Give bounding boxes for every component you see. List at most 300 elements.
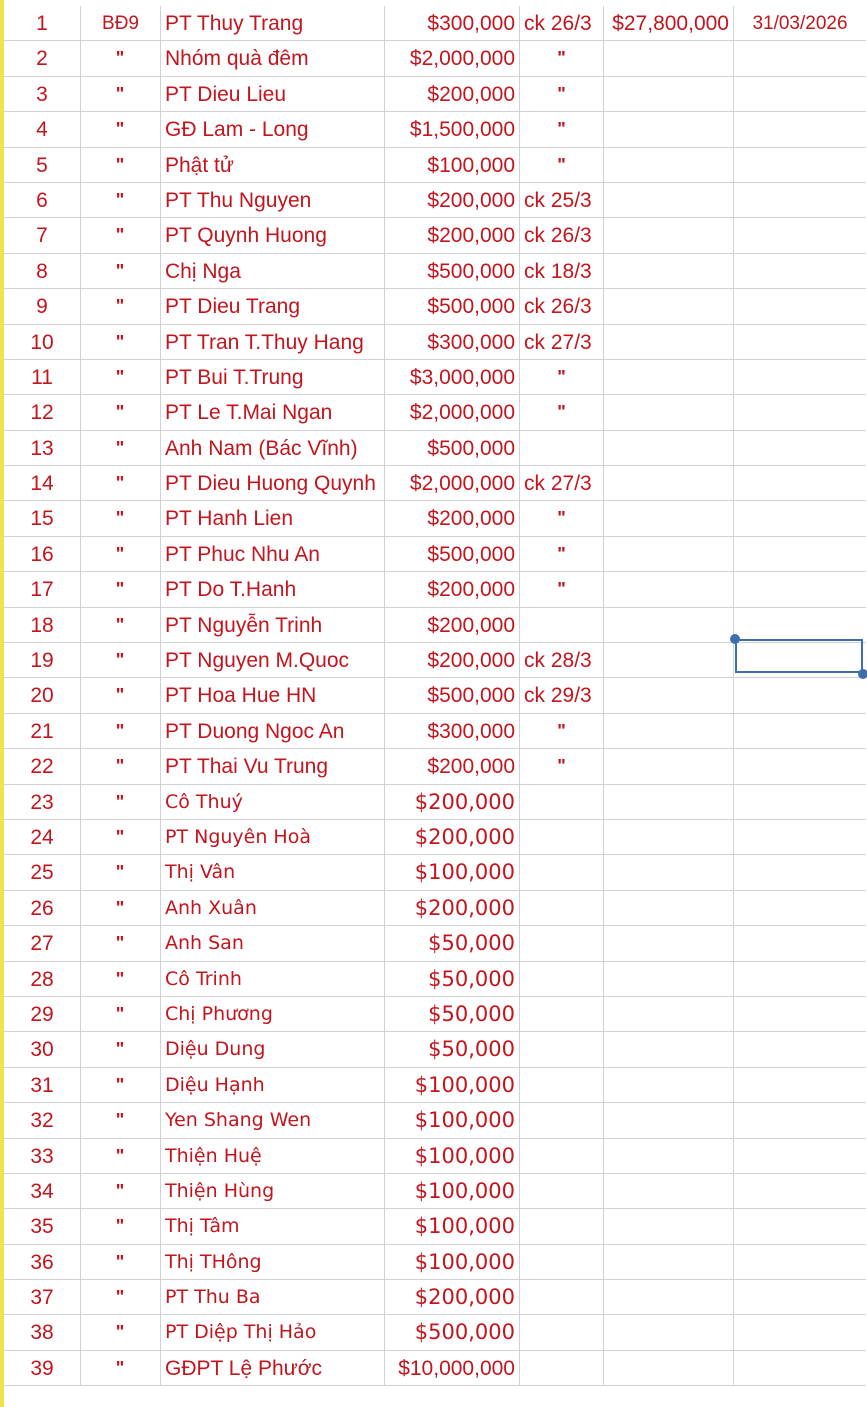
cell-date[interactable] (734, 714, 866, 748)
cell-date[interactable] (734, 1068, 866, 1102)
cell-date[interactable] (734, 891, 866, 925)
cell-transfer-note[interactable]: ck 27/3 (520, 325, 604, 359)
table-row (4, 1315, 866, 1350)
cell-donor-name[interactable]: PT Duong Ngoc An (161, 714, 385, 748)
cell-transfer-note[interactable]: ck 26/3 (520, 6, 604, 40)
cell-amount[interactable]: $1,500,000 (385, 112, 520, 146)
cell-donor-name[interactable]: Thị Vân (161, 855, 385, 889)
cell-amount[interactable]: $200,000 (385, 1280, 520, 1314)
cell-row-number[interactable]: 14 (4, 466, 81, 500)
table-row (4, 183, 866, 218)
cell-group[interactable]: " (81, 962, 161, 996)
cell-group[interactable]: " (81, 360, 161, 394)
cell-group[interactable]: " (81, 749, 161, 783)
cell-date[interactable] (734, 77, 866, 111)
table-row (4, 749, 866, 784)
cell-total[interactable] (604, 360, 734, 394)
cell-date[interactable] (734, 537, 866, 571)
table-row (4, 1245, 866, 1280)
cell-total[interactable]: $27,800,000 (604, 6, 734, 40)
cell-date[interactable] (734, 785, 866, 819)
cell-row-number[interactable]: 19 (4, 643, 81, 677)
table-row (4, 891, 866, 926)
cell-row-number[interactable]: 37 (4, 1280, 81, 1314)
cell-donor-name[interactable]: PT Dieu Lieu (161, 77, 385, 111)
cell-total[interactable] (604, 572, 734, 606)
cell-total[interactable] (604, 1139, 734, 1173)
cell-amount[interactable]: $200,000 (385, 785, 520, 819)
cell-total[interactable] (604, 466, 734, 500)
cell-total[interactable] (604, 183, 734, 217)
cell-date[interactable] (734, 572, 866, 606)
selected-cell[interactable] (735, 639, 863, 673)
cell-transfer-note[interactable]: " (520, 77, 604, 111)
cell-date[interactable] (734, 749, 866, 783)
cell-donor-name[interactable]: Nhóm quà đêm (161, 41, 385, 75)
cell-group[interactable]: " (81, 1174, 161, 1208)
cell-donor-name[interactable]: Anh San (161, 926, 385, 960)
cell-total[interactable] (604, 254, 734, 288)
cell-date[interactable] (734, 289, 866, 323)
cell-date[interactable] (734, 1351, 866, 1385)
cell-amount[interactable]: $50,000 (385, 926, 520, 960)
table-row (4, 41, 866, 76)
cell-total[interactable] (604, 289, 734, 323)
cell-row-number[interactable]: 2 (4, 41, 81, 75)
cell-transfer-note[interactable]: " (520, 749, 604, 783)
table-row (4, 148, 866, 183)
cell-amount[interactable]: $500,000 (385, 289, 520, 323)
cell-row-number[interactable]: 3 (4, 77, 81, 111)
cell-date[interactable] (734, 1209, 866, 1243)
cell-transfer-note[interactable] (520, 1245, 604, 1279)
cell-row-number[interactable]: 30 (4, 1032, 81, 1066)
cell-group[interactable]: " (81, 537, 161, 571)
cell-group[interactable]: " (81, 1139, 161, 1173)
table-row (4, 218, 866, 253)
cell-transfer-note[interactable] (520, 997, 604, 1031)
cell-amount[interactable]: $200,000 (385, 183, 520, 217)
cell-row-number[interactable]: 9 (4, 289, 81, 323)
cell-donor-name[interactable]: Cô Trinh (161, 962, 385, 996)
cell-group[interactable]: " (81, 1068, 161, 1102)
cell-amount[interactable]: $300,000 (385, 714, 520, 748)
cell-donor-name[interactable]: PT Thuy Trang (161, 6, 385, 40)
cell-date[interactable] (734, 395, 866, 429)
cell-row-number[interactable]: 35 (4, 1209, 81, 1243)
cell-date[interactable]: 31/03/2026 (752, 13, 848, 34)
cell-date[interactable] (734, 1103, 866, 1137)
cell-donor-name[interactable]: Anh Xuân (161, 891, 385, 925)
cell-row-number[interactable]: 4 (4, 112, 81, 146)
cell-amount[interactable]: $2,000,000 (385, 395, 520, 429)
table-row (4, 1103, 866, 1138)
cell-group[interactable]: " (81, 1103, 161, 1137)
cell-transfer-note[interactable]: " (520, 501, 604, 535)
cell-group[interactable]: " (81, 785, 161, 819)
cell-date[interactable] (734, 501, 866, 535)
table-row (4, 785, 866, 820)
cell-total[interactable] (604, 678, 734, 712)
cell-total[interactable] (604, 714, 734, 748)
cell-row-number[interactable]: 1 (4, 6, 81, 40)
cell-total[interactable] (604, 1280, 734, 1314)
cell-amount[interactable]: $50,000 (385, 962, 520, 996)
cell-transfer-note[interactable]: " (520, 572, 604, 606)
cell-donor-name[interactable]: PT Phuc Nhu An (161, 537, 385, 571)
cell-total[interactable] (604, 608, 734, 642)
cell-total[interactable] (604, 537, 734, 571)
cell-row-number[interactable]: 18 (4, 608, 81, 642)
cell-date[interactable] (734, 820, 866, 854)
cell-date[interactable] (734, 855, 866, 889)
cell-transfer-note[interactable]: " (520, 714, 604, 748)
cell-transfer-note[interactable]: ck 29/3 (520, 678, 604, 712)
cell-total[interactable] (604, 325, 734, 359)
cell-donor-name[interactable]: Cô Thuý (161, 785, 385, 819)
cell-amount[interactable]: $500,000 (385, 254, 520, 288)
cell-amount[interactable]: $200,000 (385, 891, 520, 925)
cell-donor-name[interactable]: PT Thu Nguyen (161, 183, 385, 217)
cell-group[interactable]: " (81, 643, 161, 677)
cell-amount[interactable]: $100,000 (385, 1245, 520, 1279)
cell-row-number[interactable]: 15 (4, 501, 81, 535)
cell-amount[interactable]: $200,000 (385, 572, 520, 606)
cell-row-number[interactable]: 8 (4, 254, 81, 288)
cell-row-number[interactable]: 5 (4, 148, 81, 182)
cell-total[interactable] (604, 1103, 734, 1137)
cell-transfer-note[interactable]: " (520, 148, 604, 182)
table-row (4, 395, 866, 430)
cell-date[interactable] (734, 431, 866, 465)
selection-handle-top-left[interactable] (730, 634, 740, 644)
cell-amount[interactable]: $100,000 (385, 148, 520, 182)
cell-donor-name[interactable]: GĐ Lam - Long (161, 112, 385, 146)
cell-transfer-note[interactable] (520, 1280, 604, 1314)
cell-transfer-note[interactable] (520, 962, 604, 996)
cell-group[interactable]: " (81, 112, 161, 146)
cell-transfer-note[interactable]: ck 27/3 (520, 466, 604, 500)
cell-transfer-note[interactable] (520, 855, 604, 889)
cell-row-number[interactable]: 34 (4, 1174, 81, 1208)
cell-row-number[interactable]: 33 (4, 1139, 81, 1173)
cell-donor-name[interactable]: GĐPT Lệ Phước (161, 1351, 385, 1385)
cell-donor-name[interactable]: PT Nguyen M.Quoc (161, 643, 385, 677)
cell-group[interactable]: " (81, 1315, 161, 1349)
cell-donor-name[interactable]: Thị Tâm (161, 1209, 385, 1243)
cell-date[interactable] (734, 218, 866, 252)
cell-group[interactable]: " (81, 1351, 161, 1385)
cell-row-number[interactable]: 6 (4, 183, 81, 217)
cell-date[interactable] (734, 997, 866, 1031)
cell-donor-name[interactable]: Thiện Huệ (161, 1139, 385, 1173)
table-row (4, 855, 866, 890)
cell-date[interactable] (734, 254, 866, 288)
cell-transfer-note[interactable]: ck 26/3 (520, 218, 604, 252)
cell-group[interactable]: " (81, 608, 161, 642)
cell-transfer-note[interactable]: " (520, 41, 604, 75)
cell-group[interactable]: " (81, 714, 161, 748)
cell-amount[interactable]: $100,000 (385, 855, 520, 889)
cell-amount[interactable]: $300,000 (385, 325, 520, 359)
cell-group[interactable]: " (81, 254, 161, 288)
cell-total[interactable] (604, 1209, 734, 1243)
cell-date[interactable] (734, 1245, 866, 1279)
cell-group[interactable]: " (81, 325, 161, 359)
cell-amount[interactable]: $100,000 (385, 1209, 520, 1243)
cell-group[interactable]: " (81, 395, 161, 429)
cell-transfer-note[interactable] (520, 926, 604, 960)
cell-total[interactable] (604, 1174, 734, 1208)
cell-amount[interactable]: $500,000 (385, 431, 520, 465)
table-row (4, 820, 866, 855)
cell-group[interactable]: " (81, 501, 161, 535)
cell-row-number[interactable]: 13 (4, 431, 81, 465)
cell-amount[interactable]: $100,000 (385, 1174, 520, 1208)
cell-total[interactable] (604, 1351, 734, 1385)
cell-row-number[interactable]: 25 (4, 855, 81, 889)
cell-row-number[interactable]: 11 (4, 360, 81, 394)
cell-row-number[interactable]: 7 (4, 218, 81, 252)
cell-transfer-note[interactable] (520, 431, 604, 465)
cell-date[interactable] (734, 325, 866, 359)
cell-group[interactable]: " (81, 855, 161, 889)
cell-total[interactable] (604, 785, 734, 819)
cell-group[interactable]: " (81, 41, 161, 75)
cell-group[interactable]: " (81, 466, 161, 500)
cell-amount[interactable]: $2,000,000 (385, 41, 520, 75)
cell-transfer-note[interactable] (520, 785, 604, 819)
cell-transfer-note[interactable] (520, 608, 604, 642)
cell-amount[interactable]: $10,000,000 (385, 1351, 520, 1385)
cell-transfer-note[interactable]: ck 26/3 (520, 289, 604, 323)
table-row (4, 1209, 866, 1244)
cell-date[interactable] (734, 1139, 866, 1173)
cell-group[interactable]: " (81, 926, 161, 960)
cell-donor-name[interactable]: Phật tử (161, 148, 385, 182)
cell-total[interactable] (604, 1032, 734, 1066)
cell-amount[interactable]: $200,000 (385, 218, 520, 252)
cell-group[interactable]: " (81, 289, 161, 323)
cell-total[interactable] (604, 855, 734, 889)
cell-total[interactable] (604, 218, 734, 252)
cell-row-number[interactable]: 38 (4, 1315, 81, 1349)
table-row (4, 325, 866, 360)
cell-total[interactable] (604, 501, 734, 535)
cell-donor-name[interactable]: PT Thu Ba (161, 1280, 385, 1314)
cell-amount[interactable]: $2,000,000 (385, 466, 520, 500)
cell-total[interactable] (604, 820, 734, 854)
cell-amount[interactable]: $300,000 (385, 6, 520, 40)
cell-transfer-note[interactable]: " (520, 112, 604, 146)
cell-transfer-note[interactable]: ck 28/3 (520, 643, 604, 677)
cell-donor-name[interactable]: PT Dieu Trang (161, 289, 385, 323)
cell-donor-name[interactable]: Thị THông (161, 1245, 385, 1279)
cell-donor-name[interactable]: PT Nguyên Hoà (161, 820, 385, 854)
cell-donor-name[interactable]: PT Hanh Lien (161, 501, 385, 535)
cell-date[interactable] (734, 1280, 866, 1314)
cell-amount[interactable]: $100,000 (385, 1139, 520, 1173)
cell-date[interactable] (734, 1174, 866, 1208)
cell-group[interactable]: " (81, 218, 161, 252)
cell-total[interactable] (604, 643, 734, 677)
cell-transfer-note[interactable]: ck 25/3 (520, 183, 604, 217)
cell-transfer-note[interactable]: " (520, 360, 604, 394)
cell-group[interactable]: " (81, 678, 161, 712)
table-row (4, 1032, 866, 1067)
cell-total[interactable] (604, 997, 734, 1031)
cell-date[interactable] (734, 1032, 866, 1066)
cell-donor-name[interactable]: PT Bui T.Trung (161, 360, 385, 394)
table-row (4, 572, 866, 607)
cell-date[interactable] (734, 962, 866, 996)
cell-date[interactable] (734, 608, 866, 642)
table-row (4, 997, 866, 1032)
cell-group[interactable]: " (81, 1032, 161, 1066)
cell-total[interactable] (604, 1245, 734, 1279)
cell-donor-name[interactable]: PT Thai Vu Trung (161, 749, 385, 783)
cell-total[interactable] (604, 891, 734, 925)
cell-donor-name[interactable]: PT Diệp Thị Hảo (161, 1315, 385, 1349)
cell-donor-name[interactable]: PT Do T.Hanh (161, 572, 385, 606)
cell-row-number[interactable]: 39 (4, 1351, 81, 1385)
cell-group[interactable]: " (81, 431, 161, 465)
cell-donor-name[interactable]: Anh Nam (Bác Vĩnh) (161, 431, 385, 465)
cell-row-number[interactable]: 22 (4, 749, 81, 783)
cell-date[interactable] (734, 148, 866, 182)
cell-amount[interactable]: $200,000 (385, 643, 520, 677)
cell-total[interactable] (604, 395, 734, 429)
cell-amount[interactable]: $50,000 (385, 997, 520, 1031)
cell-donor-name[interactable]: PT Dieu Huong Quynh (161, 466, 385, 500)
cell-row-number[interactable]: 20 (4, 678, 81, 712)
cell-row-number[interactable]: 21 (4, 714, 81, 748)
cell-donor-name[interactable]: Diệu Hạnh (161, 1068, 385, 1102)
cell-group[interactable]: " (81, 77, 161, 111)
cell-donor-name[interactable]: PT Hoa Hue HN (161, 678, 385, 712)
cell-amount[interactable]: $3,000,000 (385, 360, 520, 394)
cell-total[interactable] (604, 148, 734, 182)
cell-transfer-note[interactable] (520, 1209, 604, 1243)
cell-row-number[interactable]: 24 (4, 820, 81, 854)
cell-row-number[interactable]: 28 (4, 962, 81, 996)
cell-total[interactable] (604, 431, 734, 465)
cell-transfer-note[interactable]: " (520, 395, 604, 429)
cell-amount[interactable]: $500,000 (385, 678, 520, 712)
cell-date[interactable] (734, 678, 866, 712)
cell-row-number[interactable]: 27 (4, 926, 81, 960)
cell-date[interactable] (734, 41, 866, 75)
cell-group[interactable]: " (81, 148, 161, 182)
cell-group[interactable]: " (81, 891, 161, 925)
cell-amount[interactable]: $200,000 (385, 77, 520, 111)
cell-row-number[interactable]: 32 (4, 1103, 81, 1137)
table-row (4, 77, 866, 112)
cell-group[interactable]: " (81, 1209, 161, 1243)
cell-row-number[interactable]: 31 (4, 1068, 81, 1102)
cell-date[interactable] (734, 926, 866, 960)
cell-donor-name[interactable]: Thiện Hùng (161, 1174, 385, 1208)
cell-group[interactable]: " (81, 1280, 161, 1314)
cell-group[interactable]: " (81, 820, 161, 854)
table-row (4, 678, 866, 713)
cell-amount[interactable]: $100,000 (385, 1068, 520, 1102)
table-row (4, 962, 866, 997)
cell-transfer-note[interactable] (520, 1103, 604, 1137)
cell-amount[interactable]: $50,000 (385, 1032, 520, 1066)
selection-handle-bottom-right[interactable] (858, 669, 867, 679)
cell-group[interactable]: BĐ9 (81, 6, 161, 40)
cell-total[interactable] (604, 1068, 734, 1102)
cell-date[interactable] (734, 112, 866, 146)
cell-total[interactable] (604, 1315, 734, 1349)
cell-transfer-note[interactable] (520, 1315, 604, 1349)
cell-total[interactable] (604, 77, 734, 111)
cell-row-number[interactable]: 10 (4, 325, 81, 359)
cell-row-number[interactable]: 16 (4, 537, 81, 571)
cell-group[interactable]: " (81, 572, 161, 606)
cell-amount[interactable]: $100,000 (385, 1103, 520, 1137)
cell-donor-name[interactable]: Chị Nga (161, 254, 385, 288)
cell-row-number[interactable]: 23 (4, 785, 81, 819)
cell-transfer-note[interactable]: ck 18/3 (520, 254, 604, 288)
cell-row-number[interactable]: 36 (4, 1245, 81, 1279)
cell-date[interactable] (734, 360, 866, 394)
cell-transfer-note[interactable] (520, 1351, 604, 1385)
cell-date[interactable] (734, 183, 866, 217)
cell-date[interactable] (734, 466, 866, 500)
cell-row-number[interactable]: 26 (4, 891, 81, 925)
cell-transfer-note[interactable] (520, 820, 604, 854)
cell-donor-name[interactable]: Yen Shang Wen (161, 1103, 385, 1137)
cell-donor-name[interactable]: PT Tran T.Thuy Hang (161, 325, 385, 359)
cell-donor-name[interactable]: Diệu Dung (161, 1032, 385, 1066)
table-row (4, 714, 866, 749)
cell-transfer-note[interactable] (520, 1068, 604, 1102)
cell-donor-name[interactable]: Chị Phương (161, 997, 385, 1031)
cell-group[interactable]: " (81, 997, 161, 1031)
cell-transfer-note[interactable] (520, 1139, 604, 1173)
cell-total[interactable] (604, 112, 734, 146)
cell-total[interactable] (604, 749, 734, 783)
cell-amount[interactable]: $200,000 (385, 501, 520, 535)
cell-transfer-note[interactable] (520, 891, 604, 925)
cell-row-number[interactable]: 17 (4, 572, 81, 606)
cell-transfer-note[interactable] (520, 1174, 604, 1208)
cell-transfer-note[interactable]: " (520, 537, 604, 571)
cell-donor-name[interactable]: PT Nguyễn Trinh (161, 608, 385, 642)
cell-amount[interactable]: $200,000 (385, 608, 520, 642)
cell-total[interactable] (604, 926, 734, 960)
cell-amount[interactable]: $500,000 (385, 537, 520, 571)
cell-row-number[interactable]: 12 (4, 395, 81, 429)
cell-amount[interactable]: $500,000 (385, 1315, 520, 1349)
cell-total[interactable] (604, 962, 734, 996)
cell-total[interactable] (604, 41, 734, 75)
table-row (4, 501, 866, 536)
cell-amount[interactable]: $200,000 (385, 749, 520, 783)
cell-row-number[interactable]: 29 (4, 997, 81, 1031)
cell-date[interactable] (734, 1315, 866, 1349)
cell-amount[interactable]: $200,000 (385, 820, 520, 854)
cell-donor-name[interactable]: PT Le T.Mai Ngan (161, 395, 385, 429)
cell-group[interactable]: " (81, 1245, 161, 1279)
cell-group[interactable]: " (81, 183, 161, 217)
table-row (4, 289, 866, 324)
cell-donor-name[interactable]: PT Quynh Huong (161, 218, 385, 252)
cell-transfer-note[interactable] (520, 1032, 604, 1066)
table-row (4, 112, 866, 147)
